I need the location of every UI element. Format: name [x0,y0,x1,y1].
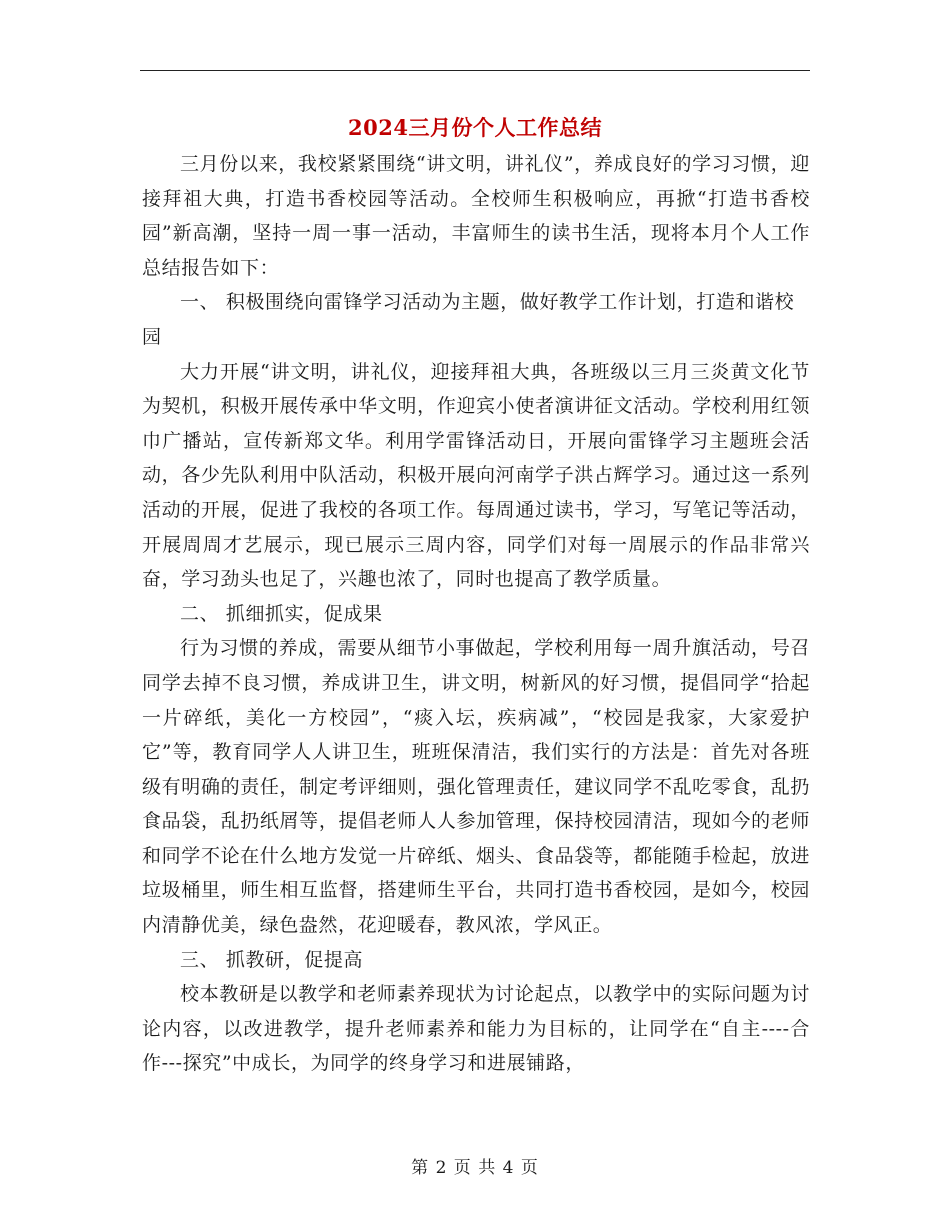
document-body [142,147,810,1081]
section-1-paragraph: 大力开展“讲文明，讲礼仪，迎接拜祖大典，各班级以三月三炎黄文化节为契机，积极开展传承中华文明，作迎宾小使者演讲征文活动。学校利用红领巾广播站，宣传新郑文华。利用学雷锋活动日，开展向雷锋学习主题班会活动，各少先队利用中队活动，积极开展向河南学子洪占辉学习。通过这一系列 活动的开展，促进了我校的各项工作。每周通过读书，学习，写笔记等活动，开展周周才艺展示，现已展示三周内容，同学们对每一周展示的作品非常兴奋，学习劲头也足了，兴趣也浓了，同时也提高了教学质量。 [142,360,810,591]
section-3-paragraph: 校本教研是以教学和老师素养现状为讨论起点，以教学中的实际问题为讨论内容，以改进教学，提升老师素养和能力为目标的，让同学在“自主----合作---探究”中成长，为同学的终身学习和进展铺路， [142,983,810,1075]
section-2-paragraph: 行为习惯的养成，需要从细节小事做起，学校利用每一周升旗活动，号召同学去掉不良习惯，养成讲卫生，讲文明，树新风的好习惯，提倡同学“拾起一片碎纸，美化一方校园”，“痰入坛，疾病减”，“校园是我家，大家爱护它”等，教育同学人人讲卫生，班班保清洁，我们实行的方法是：首先对各班级有明确的责任，制定考评细则，强化管理责任，建议同学不乱吃零食，乱扔食品袋，乱扔纸屑等，提倡老师人人参加管理，保持校园清洁，现如今的老师和同学不论在什么地方发觉一片碎纸、烟头、食品袋等，都能随手检起，放进垃圾桶里，师生相互监督，搭建师生平台，共同打造书香校园，是如今，校园内清静优美，绿色盎然，花迎暖春，教风浓，学风正。 [142,637,810,937]
section-heading-3: 三、 抓教研，促提高 [180,948,364,971]
intro-paragraph: 三月份以来，我校紧紧围绕“讲文明，讲礼仪”，养成良好的学习习惯，迎接拜祖大典，打造书香校园等活动。全校师生积极响应，再掀“打造书香校园”新高潮，坚持一周一事一活动，丰富师生的读书生活，现将本月个人工作总结报告如下： [142,153,810,279]
document-title: 2024三月份个人工作总结 [348,115,602,140]
page-number-footer: 第 2 页 共 4 页 [411,1158,539,1178]
header-rule [140,70,810,71]
section-heading-1: 一、 积极围绕向雷锋学习活动为主题，做好教学工作计划，打造和谐校园 [142,291,795,348]
section-heading-2: 二、 抓细抓实，促成果 [180,602,383,625]
